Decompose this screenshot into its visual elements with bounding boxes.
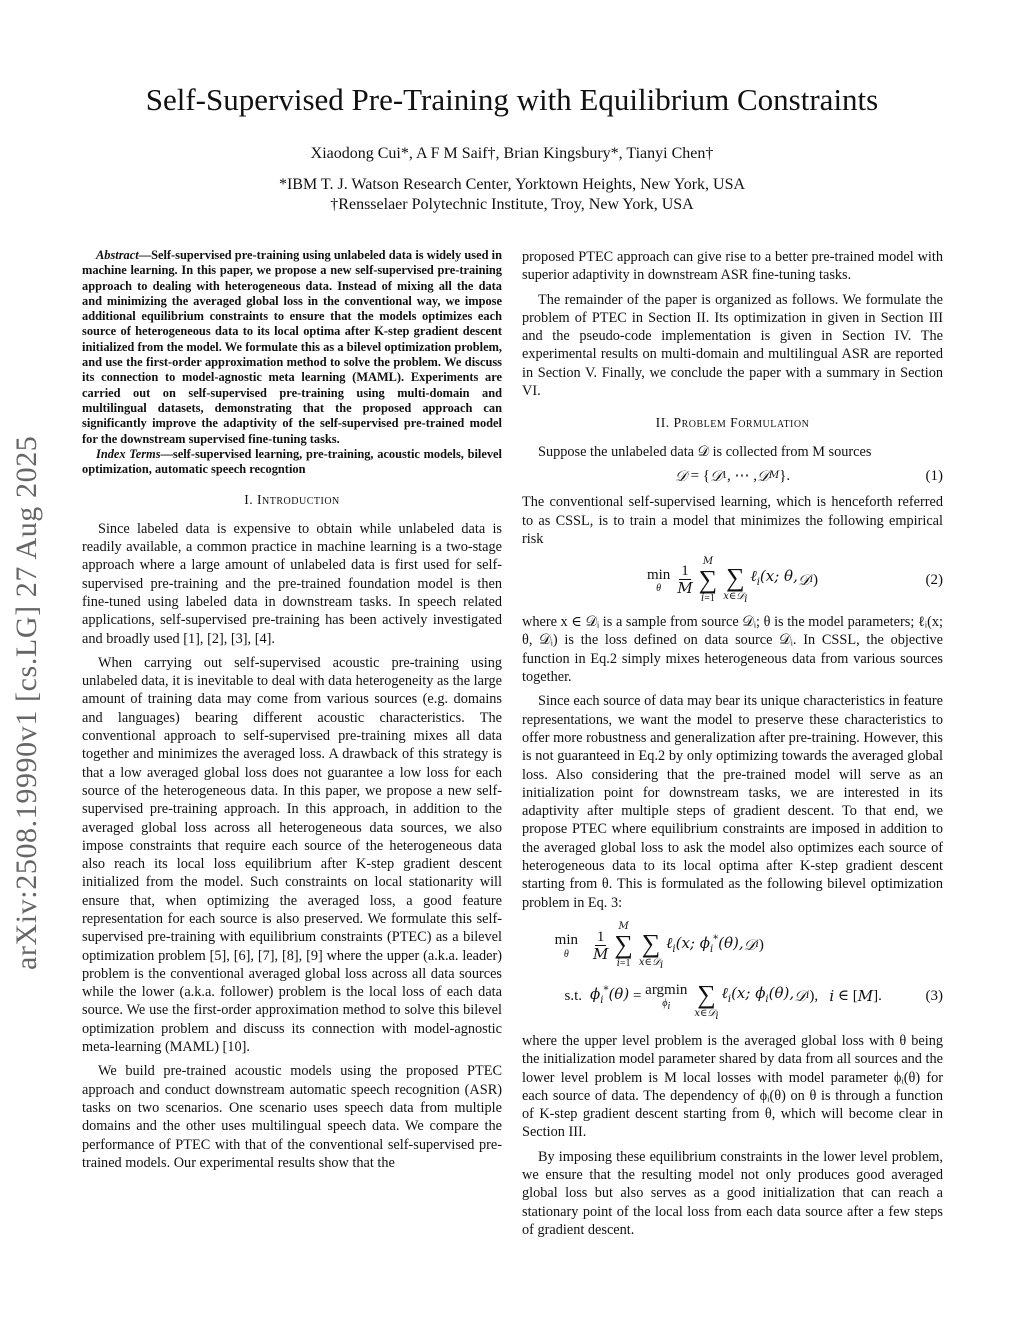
body-paragraph: proposed PTEC approach can give rise to a better pre-trained model with superior adaptivity in downstream ASR fine-tuning tasks. <box>522 249 943 284</box>
right-column <box>522 248 943 1245</box>
index-terms-text: —self-supervised learning, pre-training, acoustic models, bilevel optimization, automatic speech recogntion <box>82 446 502 477</box>
section-heading-problem-formulation: II. Problem Formulation <box>655 415 810 431</box>
abstract <box>82 248 502 477</box>
index-terms-label: Index Terms <box>96 446 161 461</box>
affiliation-rpi: †Rensselaer Polytechnic Institute, Troy, New York, USA <box>330 196 694 213</box>
intro-paragraph: When carrying out self-supervised acoustic pre-training using unlabeled data, it is inevitable to deal with data heterogeneity as the large amount of training data may come from various sources (e.g. domains and languages) bearing different acoustic characteristics. The conventional approach to self-supervised pre-training mixes all data together and minimizes the averaged loss. A drawback of this strategy is that a low averaged global loss does not guarantee a low loss for each source of the heterogeneous data. In this paper, we propose a new self-supervised pre-training approach. In this approach, in addition to the averaged global loss across all heterogeneous data sources, we also impose constraints that require each source of the heterogeneous data also reach its local loss equilibrium after K-step gradient descent initialized from the model. Such constraints on local stationarity will ensure that, when optimizing the averaged loss, a good feature representation for each source is also preserved. We formulate this self-supervised pre-training with equilibrium constraints (PTEC) as a bilevel optimization problem [5], [6], [7], [8], [9] where the upper (a.k.a. leader) problem is the conventional averaged global loss across all data sources while the lower (a.k.a. follower) problem is the local loss of each data source. We use the first-order approximation method to solve this bilevel optimization problem and discuss its connection with model-agnostic meta-learning (MAML) [10]. <box>82 654 502 1056</box>
body-paragraph: By imposing these equilibrium constraints in the lower level problem, we ensure that the resulting model not only produces good averaged global loss but also serves as a good initialization that can reach a stationary point of the local loss from each data source after a few steps of gradient descent. <box>522 1148 943 1238</box>
min-operator: min <box>554 932 578 949</box>
left-column <box>82 248 502 1178</box>
paper-title: Self-Supervised Pre-Training with Equilibrium Constraints <box>145 82 879 117</box>
equation-number: (1) <box>925 467 943 484</box>
equation-2: min θ $\frac{1}{M}$ M ∑ i=1 ∑ x∈𝒟$_i$ ℓ$_i$(x; θ, 𝒟 i ) (2) <box>646 555 943 606</box>
abstract-text: —Self-supervised pre-training using unlabeled data is widely used in machine learning. In this paper, we propose a new self-supervised pre-training approach to dealing with heterogeneous data. Instead of mixing all the data and minimizing the averaged global loss in the conventional way, we impose additional equilibrium constraints to ensure that the models optimizes each source of heterogeneous data to its local optima after K-step gradient descent initialized from the model. We formulate this as a bilevel optimization problem, and use the first-order approximation method to solve the problem. We discuss its connection to model-agnostic meta learning (MAML). Experiments are carried out on self-supervised pre-training using multi-domain and multilingual datasets, demonstrating that the proposed approach can significantly improve the adaptivity of the self-supervised pre-trained model for the downstream supervised fine-tuning tasks. <box>82 248 502 446</box>
equation-number: (3) <box>925 988 943 1005</box>
body-paragraph: Since each source of data may bear its unique characteristics in feature representations, we want the model to preserve these characteristics to offer more robustness and generalization after pre-training. However, this is not guaranteed in Eq.2 by only optimizing towards the averaged global loss. Also considering that the pre-trained model will serve as an initialization point for downstream tasks, we are interested in its adaptivity after multiple steps of gradient descent. To that end, we propose PTEC where equilibrium constraints are imposed in addition to the averaged global loss to ask the model also optimizes each source of heterogeneous data to its local optima after K-step gradient descent starting from θ. This is formulated as the following bilevel optimization problem in Eq. 3: <box>522 693 943 911</box>
abstract-label: Abstract <box>96 248 139 262</box>
author-list: Xiaodong Cui*, A F M Saif†, Brian Kingsbury*, Tianyi Chen† <box>310 145 714 162</box>
body-paragraph: The remainder of the paper is organized as follows. We formulate the problem of PTEC in Section II. Its optimization in given in Section III and the pseudo-code implementation is given in Section IV. The experimental results on multi-domain and multilingual ASR are reported in Section V. Finally, we conclude the paper with a summary in Section VI. <box>522 291 943 400</box>
affiliations <box>0 175 1024 215</box>
intro-paragraph: We build pre-trained acoustic models using the proposed PTEC approach and conduct downstream automatic speech recognition (ASR) tasks on two scenarios. One scenario uses speech data from multiple domains and the other uses multilingual speech data. We compare the performance of PTEC with that of the conventional self-supervised pre-trained models. Our experimental results show that the <box>82 1063 502 1171</box>
min-operator: min <box>646 566 671 583</box>
body-paragraph: Suppose the unlabeled data 𝒟 is collected from M sources <box>538 443 872 460</box>
section-heading-introduction: I. Introduction <box>244 492 340 508</box>
body-paragraph: where the upper level problem is the averaged global loss with θ being the initialization model parameter shared by data from all sources and the lower level problem is M local losses with model parameter ϕᵢ(θ) for each source of data. The dependency of ϕᵢ(θ) on θ is through a function of K-step gradient descent starting from θ, which will become clear in Section III. <box>522 1032 943 1141</box>
body-paragraph: The conventional self-supervised learning, which is henceforth referred to as CSSL, is to train a model that minimizes the following empirical risk <box>522 494 943 547</box>
equation-3: min θ $\frac{1}{M}$ M ∑ i=1 ∑ x∈𝒟$_i$ ℓ$_i$(x; $\phi_i^*(\theta)$, 𝒟 i ) s.t. $\phi_i^*(\theta)$ = argmin $\phi_i$ ∑ x∈𝒟$_i$ ℓ$_i$(x; $\phi_i(\theta)$, 𝒟 i ), i ∈ [ M ]. (3) <box>522 920 943 1022</box>
argmin-operator: argmin <box>645 981 688 998</box>
arxiv-identifier: arXiv:2508.19990v1 [cs.LG] 27 Aug 2025 <box>10 435 43 970</box>
equation-1: 𝒟 = { 𝒟 1 , ⋯ , 𝒟 M }. (1) <box>674 466 943 485</box>
affiliation-ibm: *IBM T. J. Watson Research Center, Yorktown Heights, New York, USA <box>278 176 746 193</box>
body-paragraph: where x ∈ 𝒟ᵢ is a sample from source 𝒟ᵢ; θ is the model parameters; ℓᵢ(x; θ, 𝒟ᵢ) is the loss defined on data source 𝒟ᵢ. In CSSL, the objective function in Eq.2 simply mixes heterogeneous data from various sources together. <box>522 614 943 686</box>
equation-number: (2) <box>925 571 943 588</box>
such-that-label: s.t. <box>564 988 582 1005</box>
intro-paragraph: Since labeled data is expensive to obtain while unlabeled data is readily available, a common practice in machine learning is a two-stage approach where a large amount of unlabeled data is first used for self-supervised pre-training and the pre-trained foundation model is then fine-tuned using labeled data in downstream tasks. In speech related applications, self-supervised pre-training has been actively investigated and broadly used [1], [2], [3], [4]. <box>82 520 502 647</box>
